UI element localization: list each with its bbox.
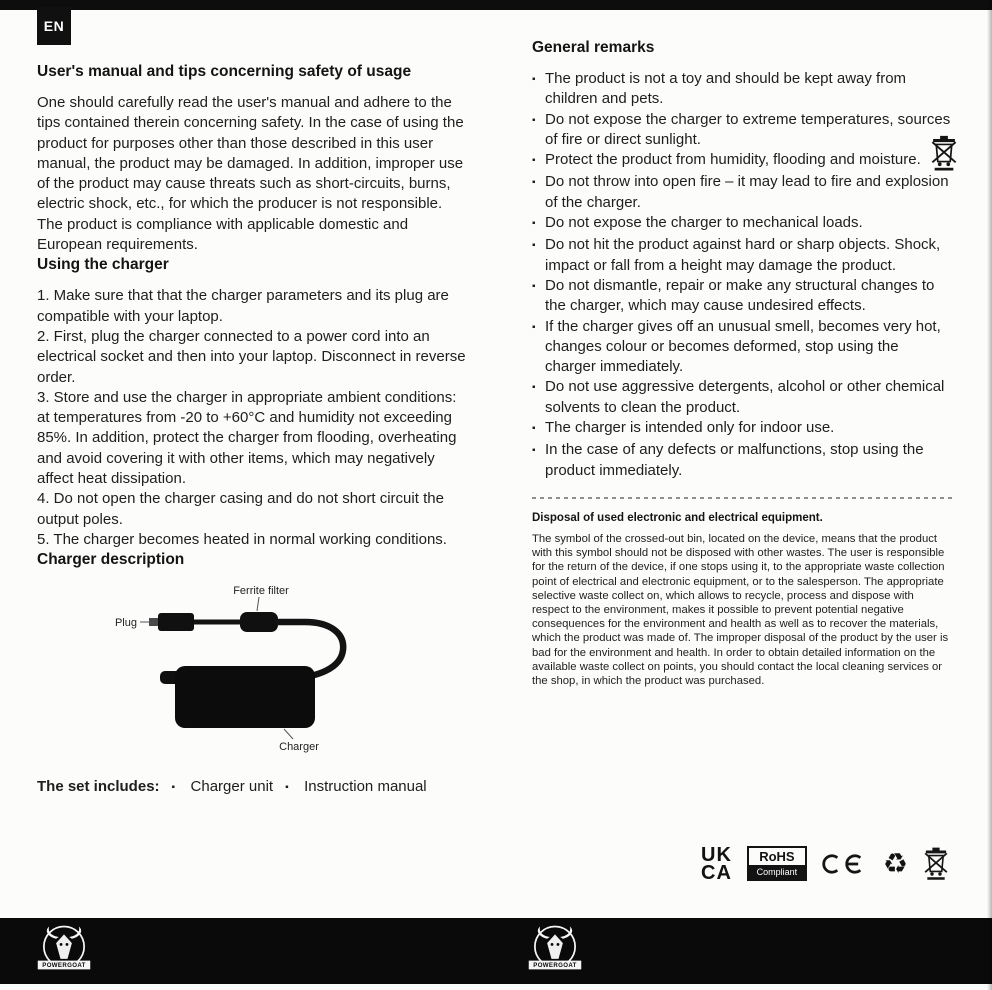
safety-paragraph: One should carefully read the user's manual and adhere to the tips contained therein concerning safety. In the case of using the product for purposes other than those described in this user manual, the product may be damaged. In addition, improper use of the product may cause threats such as short-circuits, burns, electric shock, etc., for which the producer is not responsible. The product is compliance with applicable domestic and European requirements. [37, 94, 464, 254]
plug-label: Plug [114, 617, 137, 630]
square-bullet-icon [532, 213, 545, 235]
ukca-line2: CA [701, 861, 732, 884]
square-bullet-icon [532, 150, 545, 172]
ukca-mark [701, 843, 732, 884]
plug-body-shape [158, 613, 194, 631]
rohs-mark [747, 846, 807, 881]
remark-text: Do not hit the product against hard or sharp objects. Shock, impact or fall from a height may damage the product. [545, 236, 941, 274]
square-bullet-icon [532, 418, 545, 440]
square-bullet-icon [285, 778, 298, 795]
remark-item [532, 440, 953, 481]
remark-text: Do not expose the charger to mechanical loads. [545, 214, 863, 232]
remark-item [532, 418, 953, 440]
remark-item [532, 150, 953, 172]
using-step-5: 5. The charger becomes heated in normal working conditions. [37, 530, 447, 548]
charger-leader-line [284, 729, 293, 739]
remark-text: The charger is intended only for indoor use. [545, 419, 835, 437]
remark-text: In the case of any defects or malfunctions, stop using the product immediately. [545, 441, 924, 479]
charger-diagram [37, 581, 467, 756]
language-badge-label: EN [43, 18, 65, 34]
remark-item [532, 69, 953, 110]
rohs-title: RoHS [759, 849, 795, 864]
disposal-heading: Disposal of used electronic and electrical equipment. [532, 511, 823, 524]
right-column [532, 38, 953, 688]
remark-item [532, 213, 953, 235]
set-includes-item [285, 778, 427, 795]
ukca-line1: UK [701, 843, 732, 866]
remark-text: Do not use aggressive detergents, alcohol or other chemical solvents to clean the product. [545, 378, 945, 416]
square-bullet-icon [532, 377, 545, 418]
plug-tip-shape [149, 618, 159, 626]
square-bullet-icon [532, 110, 545, 151]
square-bullet-icon [532, 172, 545, 213]
weee-crossed-bin-icon [923, 845, 949, 882]
ferrite-filter-label: Ferrite filter [233, 585, 289, 598]
charger-description-heading: Charger description [37, 551, 185, 569]
using-step-2: 2. First, plug the charger connected to a power cord into an electrical socket and then into your laptop. Disconnect in reverse order. [37, 327, 466, 386]
using-step-3: 3. Store and use the charger in appropriate ambient conditions: at temperatures from -20 to +60°C and humidity not exceeding 85%. In addition, protect the charger from flooding, overheating and avoid covering it with other items, which may negatively affect heat dissipation. [37, 388, 457, 488]
remark-text: Do not expose the charger to extreme temperatures, sources of fire or direct sunlight. [545, 110, 951, 148]
remark-text: The product is not a toy and should be kept away from children and pets. [545, 70, 907, 108]
set-includes-item-text: Charger unit [190, 778, 274, 796]
rohs-subtitle: Compliant [749, 865, 805, 879]
powergoat-logo [527, 922, 583, 980]
ferrite-leader-line [257, 597, 259, 611]
remark-text: Do not throw into open fire – it may lead to fire and explosion of the charger. [545, 173, 949, 211]
recycling-icon: ♻ [882, 847, 908, 879]
safety-heading: User's manual and tips concerning safety of usage [37, 63, 412, 80]
dashed-divider [532, 497, 953, 499]
using-step-4: 4. Do not open the charger casing and do not short circuit the output poles. [37, 490, 444, 528]
disposal-paragraph: The symbol of the crossed-out bin, located on the device, means that the product with this symbol should not be disposed with other wastes. The user is responsible for the return of the device, if one stops using it, to the appropriate waste collection point of electrical and electronic equipment, or to the salesperson. The appropriate selective waste collect on, which allows to recycle, process and dispose with respect to the environment, makes it possible to prevent potential negative consequences for the environment and health as well as to recover the materials, which the product was made of. The improper disposal of the product by the user is bad for the environment and health. In order to obtain detailed information on the available waste collect on points, you should contact the local cleaning services or the shop, in which the product was purchased. [532, 532, 949, 687]
using-charger-heading: Using the charger [37, 256, 169, 274]
square-bullet-icon [172, 778, 185, 795]
charger-label: Charger [279, 741, 319, 754]
remark-item [532, 317, 953, 378]
powergoat-wordmark: POWERGOAT [42, 962, 86, 970]
powergoat-wordmark: POWERGOAT [533, 962, 577, 970]
remark-item [532, 377, 953, 418]
remark-text: Protect the product from humidity, flooding and moisture. [545, 151, 921, 169]
charger-brick-shape [175, 666, 315, 728]
remark-item [532, 110, 953, 151]
language-badge [37, 7, 71, 45]
scan-edge-shadow [987, 0, 992, 990]
ferrite-filter-shape [240, 612, 278, 632]
square-bullet-icon [532, 235, 545, 276]
set-includes-row [37, 778, 467, 795]
square-bullet-icon [532, 440, 545, 481]
ce-mark-icon [822, 852, 868, 876]
set-includes-item [172, 778, 274, 795]
set-includes-item-text: Instruction manual [304, 778, 427, 796]
remark-text: Do not dismantle, repair or make any structural changes to the charger, which may cause undesired effects. [545, 276, 935, 315]
top-black-bar [0, 0, 992, 10]
remark-item [532, 276, 953, 317]
left-column [37, 62, 467, 795]
remark-item [532, 235, 953, 276]
general-remarks-heading: General remarks [532, 39, 655, 56]
footer-bar [0, 918, 992, 984]
remark-item [532, 172, 953, 213]
powergoat-logo [36, 922, 92, 980]
remark-text: If the charger gives off an unusual smell, becomes very hot, changes colour or becomes deformed, stop using the charger immediately. [545, 317, 941, 376]
square-bullet-icon [532, 69, 545, 110]
using-step-1: 1. Make sure that that the charger parameters and its plug are compatible with your laptop. [37, 287, 449, 325]
square-bullet-icon [532, 317, 545, 378]
set-includes-label: The set includes: [37, 778, 160, 796]
compliance-marks-row [701, 845, 949, 882]
square-bullet-icon [532, 276, 545, 317]
